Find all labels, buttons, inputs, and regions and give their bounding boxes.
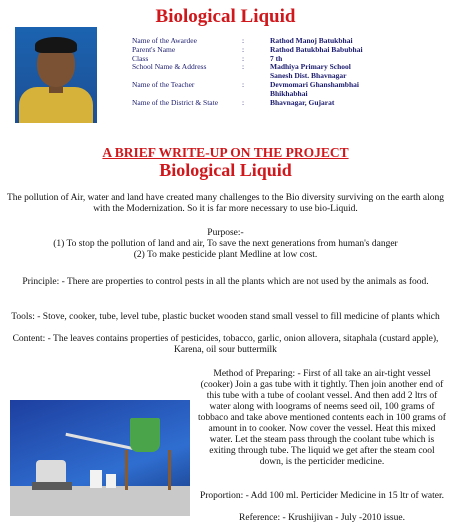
info-value: Rathod Batukbhai Babubhai xyxy=(270,44,363,54)
info-colon: : xyxy=(242,62,245,72)
info-label: Name of the District & State xyxy=(132,97,219,107)
info-value: Madhiya Primary School xyxy=(270,62,351,72)
info-colon: : xyxy=(242,79,245,89)
info-value: Sanesh Dist. Bhavnagar xyxy=(270,71,347,81)
purpose-item-2: (2) To make pesticide plant Medline at low cost. xyxy=(133,250,318,260)
proportion-paragraph: Proportion: - Add 100 ml. Perticider Medicine in 15 ltr of water. xyxy=(199,491,445,501)
info-row xyxy=(132,99,420,108)
intro-paragraph: The pollution of Air, water and land have created many challenges to the Bio diversity surviving on the earth along with the Modernization. So it is far more necessary to use bio-Liquid. xyxy=(6,193,445,214)
info-label: School Name & Address xyxy=(132,62,207,72)
info-colon xyxy=(242,72,270,81)
writeup-subheading: Biological Liquid xyxy=(159,160,292,180)
awardee-info xyxy=(132,37,420,107)
info-colon xyxy=(242,90,270,99)
info-colon: : xyxy=(242,97,245,107)
method-paragraph: Method of Preparing: - First of all take an air-tight vessel (cooker) Join a gas tube with it tightly. Then join another end of this tube with a tube of coolant vessel. And then add 2 ltrs of water along with loograms of neems seed oil, 100 grams of tobbaco and take above mentioned contents each in 100 grams of amount in to cooker. Now cover the vessel. Heat this mixed water. Let the steam pass through the coolant tube which is exiting through tube. The liquid we get after the steam cool down, is the perticider medicine. xyxy=(198,369,446,467)
info-colon: : xyxy=(242,53,245,63)
purpose-item-1: (1) To stop the pollution of land and air, To save the next generations from human's danger xyxy=(53,239,398,249)
info-colon: : xyxy=(242,44,245,54)
info-label: Name of the Awardee xyxy=(132,36,197,45)
info-value: 7 th xyxy=(270,53,283,63)
info-value: Devmomari Ghanshambhai xyxy=(270,79,359,89)
info-value: Bhikhabhai xyxy=(270,88,308,98)
tools-paragraph: Tools: - Stove, cooker, tube, level tube, plastic bucket wooden stand small vessel to fill medicine of plants which xyxy=(11,312,440,322)
page-title: Biological Liquid xyxy=(155,6,296,27)
principle-paragraph: Principle: - There are properties to control pests in all the plants which are not used by the animals as food. xyxy=(22,277,429,287)
info-colon: : xyxy=(242,36,245,45)
student-photo xyxy=(15,27,97,123)
info-value: Rathod Manoj Batukbhai xyxy=(270,36,353,45)
content-paragraph: Content: - The leaves contains properties of pesticides, tobacco, garlic, onion allovera, sitaphala (custard apple), Karena, oil sour buttermilk xyxy=(12,334,439,355)
info-label: Name of the Teacher xyxy=(132,79,195,89)
info-label: Class xyxy=(132,53,149,63)
purpose-label: Purpose:- xyxy=(207,228,244,238)
writeup-heading: A BRIEF WRITE-UP ON THE PROJECT xyxy=(102,145,349,160)
lab-apparatus-photo xyxy=(10,400,190,516)
reference-paragraph: Reference: - Krushijivan - July -2010 issue. xyxy=(239,513,405,523)
info-label: Parent's Name xyxy=(132,44,176,54)
info-value: Bhavnagar, Gujarat xyxy=(270,97,335,107)
